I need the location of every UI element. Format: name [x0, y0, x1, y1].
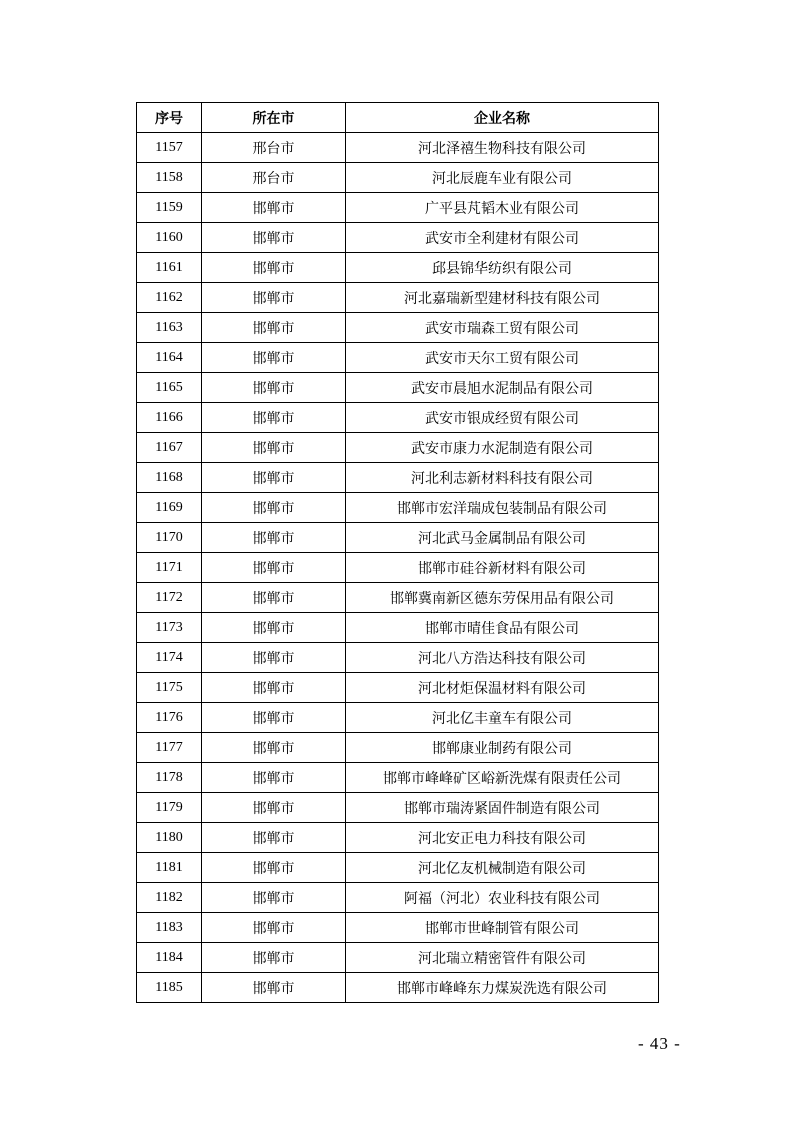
row-company-name: 邯郸康业制药有限公司: [346, 733, 659, 763]
row-company-name: 武安市全利建材有限公司: [346, 223, 659, 253]
row-city: 邯郸市: [202, 313, 346, 343]
row-company-name: 河北利志新材料科技有限公司: [346, 463, 659, 493]
row-company-name: 河北泽禧生物科技有限公司: [346, 133, 659, 163]
table-row: [137, 583, 659, 613]
row-index: 1183: [137, 913, 202, 943]
table-row: [137, 853, 659, 883]
row-company-name: 邯郸市峰峰矿区峪新洗煤有限责任公司: [346, 763, 659, 793]
row-city: 邯郸市: [202, 373, 346, 403]
table-row: [137, 913, 659, 943]
row-city: 邯郸市: [202, 883, 346, 913]
table-row: [137, 433, 659, 463]
row-company-name: 河北材炬保温材料有限公司: [346, 673, 659, 703]
row-index: 1166: [137, 403, 202, 433]
row-city: 邯郸市: [202, 733, 346, 763]
row-index: 1164: [137, 343, 202, 373]
row-company-name: 河北八方浩达科技有限公司: [346, 643, 659, 673]
row-index: 1184: [137, 943, 202, 973]
row-company-name: 广平县芃韬木业有限公司: [346, 193, 659, 223]
row-index: 1177: [137, 733, 202, 763]
table-row: [137, 283, 659, 313]
row-company-name: 武安市瑞森工贸有限公司: [346, 313, 659, 343]
header-index: 序号: [137, 103, 202, 133]
row-city: 邯郸市: [202, 613, 346, 643]
table-row: [137, 733, 659, 763]
row-city: 邯郸市: [202, 763, 346, 793]
row-city: 邯郸市: [202, 523, 346, 553]
table-row: [137, 883, 659, 913]
row-city: 邯郸市: [202, 433, 346, 463]
table-row: [137, 493, 659, 523]
row-company-name: 河北瑞立精密管件有限公司: [346, 943, 659, 973]
table-row: [137, 673, 659, 703]
table-row: [137, 193, 659, 223]
row-company-name: 阿福（河北）农业科技有限公司: [346, 883, 659, 913]
row-index: 1180: [137, 823, 202, 853]
row-index: 1171: [137, 553, 202, 583]
row-city: 邯郸市: [202, 463, 346, 493]
row-city: 邯郸市: [202, 193, 346, 223]
table-row: [137, 793, 659, 823]
row-company-name: 邯郸市宏洋瑞成包装制品有限公司: [346, 493, 659, 523]
row-index: 1182: [137, 883, 202, 913]
row-index: 1169: [137, 493, 202, 523]
row-city: 邯郸市: [202, 823, 346, 853]
row-index: 1179: [137, 793, 202, 823]
row-company-name: 河北亿友机械制造有限公司: [346, 853, 659, 883]
row-index: 1165: [137, 373, 202, 403]
row-city: 邯郸市: [202, 493, 346, 523]
row-company-name: 武安市天尔工贸有限公司: [346, 343, 659, 373]
table-row: [137, 613, 659, 643]
row-company-name: 河北辰鹿车业有限公司: [346, 163, 659, 193]
table-row: [137, 343, 659, 373]
row-company-name: 邯郸冀南新区德东劳保用品有限公司: [346, 583, 659, 613]
header-company-name: 企业名称: [346, 103, 659, 133]
row-city: 邯郸市: [202, 283, 346, 313]
row-index: 1168: [137, 463, 202, 493]
row-index: 1163: [137, 313, 202, 343]
row-city: 邯郸市: [202, 913, 346, 943]
row-city: 邯郸市: [202, 223, 346, 253]
row-city: 邯郸市: [202, 643, 346, 673]
page-number: - 43 -: [638, 1034, 681, 1053]
row-index: 1172: [137, 583, 202, 613]
row-company-name: 武安市康力水泥制造有限公司: [346, 433, 659, 463]
row-index: 1174: [137, 643, 202, 673]
row-city: 邯郸市: [202, 343, 346, 373]
row-company-name: 邯郸市峰峰东力煤炭洗选有限公司: [346, 973, 659, 1003]
row-index: 1159: [137, 193, 202, 223]
row-index: 1176: [137, 703, 202, 733]
row-company-name: 邯郸市硅谷新材料有限公司: [346, 553, 659, 583]
row-city: 邯郸市: [202, 673, 346, 703]
row-index: 1178: [137, 763, 202, 793]
row-city: 邯郸市: [202, 253, 346, 283]
row-index: 1173: [137, 613, 202, 643]
table-row: [137, 403, 659, 433]
table-row: [137, 163, 659, 193]
row-index: 1160: [137, 223, 202, 253]
table-row: [137, 823, 659, 853]
row-company-name: 武安市银成经贸有限公司: [346, 403, 659, 433]
table-row: [137, 523, 659, 553]
row-city: 邢台市: [202, 163, 346, 193]
row-index: 1158: [137, 163, 202, 193]
row-company-name: 河北嘉瑞新型建材科技有限公司: [346, 283, 659, 313]
row-index: 1161: [137, 253, 202, 283]
row-index: 1185: [137, 973, 202, 1003]
row-company-name: 邯郸市世峰制管有限公司: [346, 913, 659, 943]
row-company-name: 河北亿丰童车有限公司: [346, 703, 659, 733]
row-index: 1162: [137, 283, 202, 313]
table-row: [137, 703, 659, 733]
table-header-row: [137, 103, 659, 133]
row-city: 邯郸市: [202, 703, 346, 733]
row-city: 邯郸市: [202, 943, 346, 973]
row-city: 邯郸市: [202, 793, 346, 823]
row-index: 1167: [137, 433, 202, 463]
table-body: [137, 133, 659, 1003]
row-company-name: 河北安正电力科技有限公司: [346, 823, 659, 853]
row-city: 邯郸市: [202, 583, 346, 613]
table-row: [137, 943, 659, 973]
row-company-name: 邯郸市瑞涛紧固件制造有限公司: [346, 793, 659, 823]
row-company-name: 武安市晨旭水泥制品有限公司: [346, 373, 659, 403]
table-row: [137, 133, 659, 163]
table-row: [137, 313, 659, 343]
table-row: [137, 973, 659, 1003]
row-city: 邢台市: [202, 133, 346, 163]
row-company-name: 邯郸市晴佳食品有限公司: [346, 613, 659, 643]
table-row: [137, 223, 659, 253]
enterprise-table: [136, 102, 659, 1003]
table-row: [137, 643, 659, 673]
row-index: 1157: [137, 133, 202, 163]
table-row: [137, 763, 659, 793]
row-company-name: 河北武马金属制品有限公司: [346, 523, 659, 553]
header-city: 所在市: [202, 103, 346, 133]
row-index: 1181: [137, 853, 202, 883]
row-company-name: 邱县锦华纺织有限公司: [346, 253, 659, 283]
row-city: 邯郸市: [202, 403, 346, 433]
row-index: 1170: [137, 523, 202, 553]
table-row: [137, 553, 659, 583]
table-row: [137, 463, 659, 493]
table-row: [137, 373, 659, 403]
row-city: 邯郸市: [202, 973, 346, 1003]
row-index: 1175: [137, 673, 202, 703]
row-city: 邯郸市: [202, 853, 346, 883]
row-city: 邯郸市: [202, 553, 346, 583]
table-row: [137, 253, 659, 283]
